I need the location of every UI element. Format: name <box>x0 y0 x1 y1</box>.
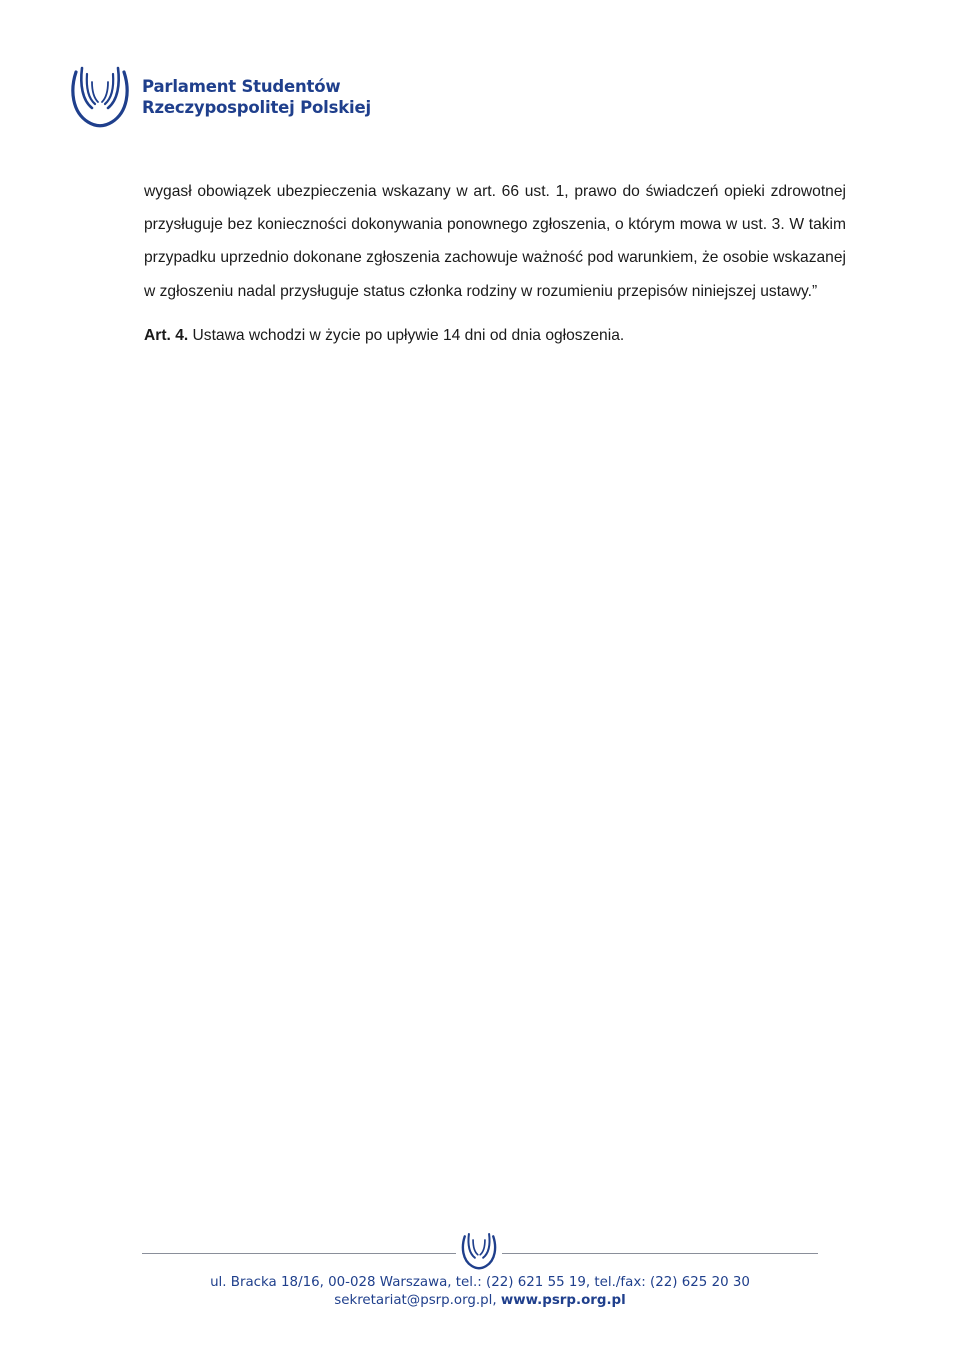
footer-rule-left <box>142 1253 456 1254</box>
organization-name-line-1: Parlament Studentów <box>142 77 341 96</box>
article-label: Art. 4. <box>144 326 189 344</box>
document-body <box>144 175 846 348</box>
letterhead <box>68 62 388 130</box>
article-4 <box>144 324 846 348</box>
psrp-emblem-icon <box>68 62 132 128</box>
footer-rule-right <box>502 1253 818 1254</box>
footer-contact <box>142 1292 818 1310</box>
article-text: Ustawa wchodzi w życie po upływie 14 dni od dnia ogłoszenia. <box>188 326 625 344</box>
psrp-emblem-small-icon <box>460 1230 498 1270</box>
footer-email[interactable]: sekretariat@psrp.org.pl, <box>334 1293 497 1308</box>
footer <box>142 1230 818 1320</box>
organization-name-line-2: Rzeczypospolitej Polskiej <box>142 98 371 117</box>
organization-name <box>142 76 371 118</box>
body-paragraph: wygasł obowiązek ubezpieczenia wskazany w art. 66 ust. 1, prawo do świadczeń opieki zdrowotnej przysługuje bez konieczności dokonywania ponownego zgłoszenia, o którym mowa w ust. 3. W takim przypadku uprzednio dokonane zgłoszenia zachowuje ważność pod warunkiem, że osobie wskazanej w zgłoszeniu nadal przysługuje status członka rodziny w rozumieniu przepisów niniejszej ustawy.” <box>144 183 846 300</box>
footer-website[interactable]: www.psrp.org.pl <box>500 1293 626 1308</box>
footer-address: ul. Bracka 18/16, 00-028 Warszawa, tel.: (22) 621 55 19, tel./fax: (22) 625 20 30 <box>210 1275 750 1290</box>
